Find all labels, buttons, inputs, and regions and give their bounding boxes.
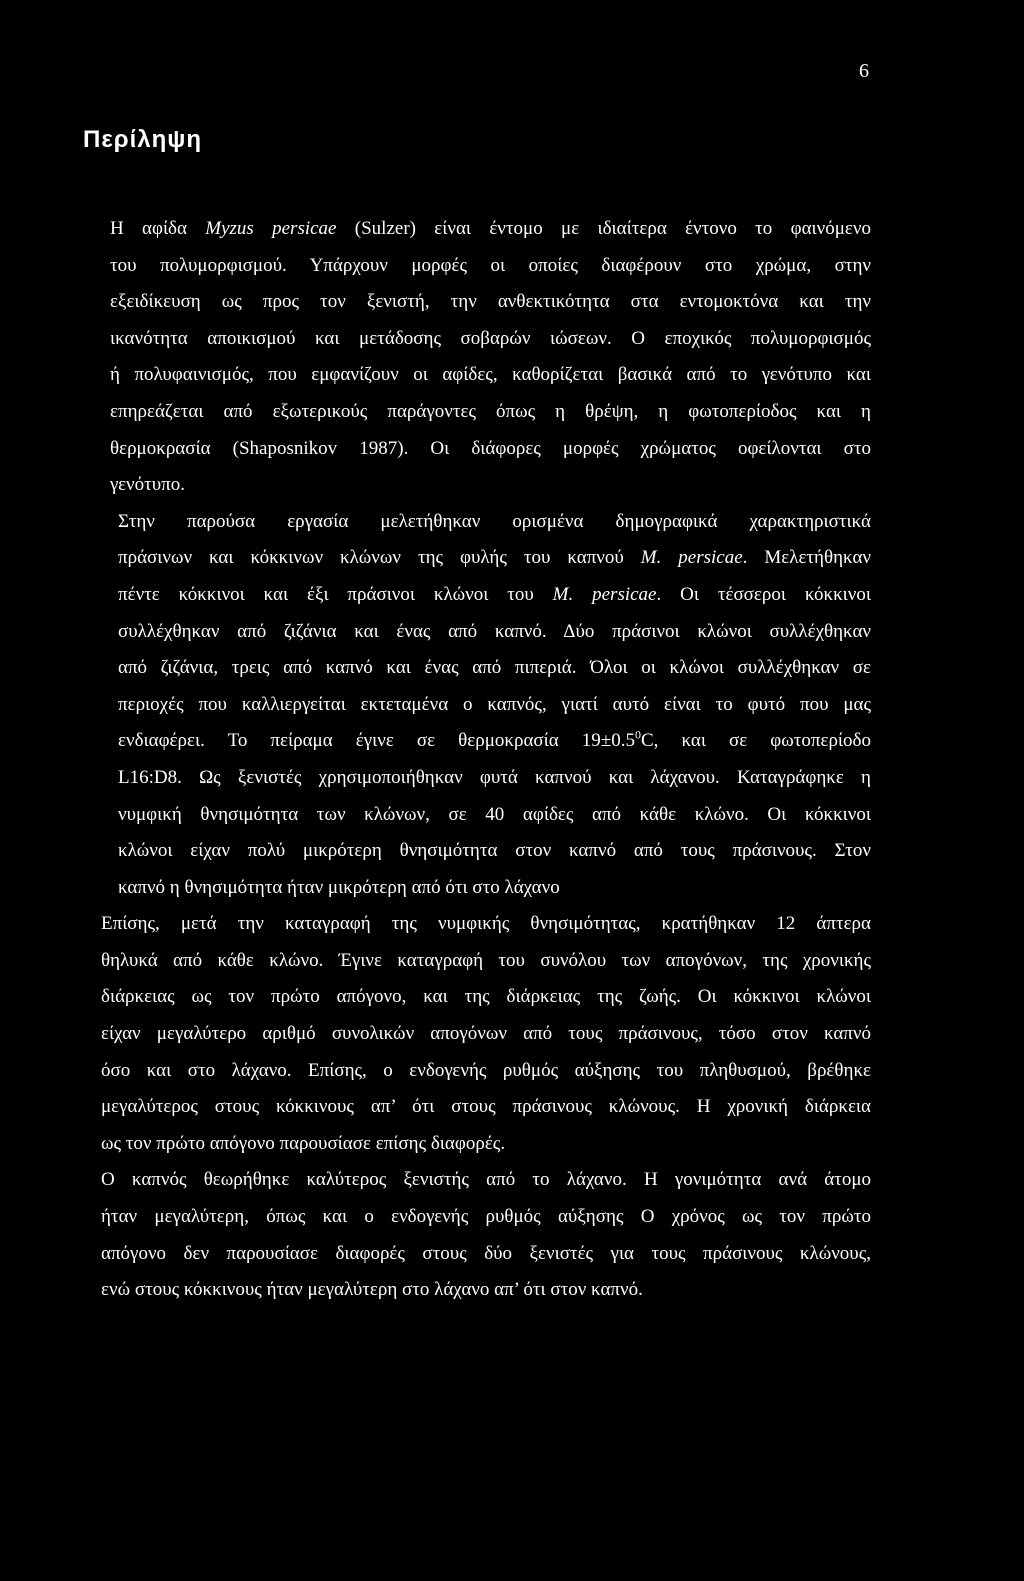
- text-line: του πολυμορφισμού. Υπάρχουν μορφές οι οποίες διαφέρουν στο χρώμα, στην: [110, 254, 871, 276]
- text-line: κλώνοι είχαν πολύ μικρότερη θνησιμότητα στον καπνό από τους πράσινους. Στον: [118, 840, 871, 862]
- text-line: νυμφική θνησιμότητα των κλώνων, σε 40 αφίδες από κάθε κλώνο. Οι κόκκινοι: [118, 803, 871, 825]
- text-line: ικανότητα αποικισμού και μετάδοσης σοβαρών ιώσεων. Ο εποχικός πολυμορφισμός: [110, 327, 871, 349]
- text-line: Η αφίδα Myzus persicae (Sulzer) είναι έντομο με ιδιαίτερα έντονο το φαινόμενο: [110, 218, 871, 239]
- text-line: απόγονο δεν παρουσίασε διαφορές στους δύο ξενιστές για τους πράσινους κλώνους,: [101, 1242, 871, 1264]
- text-line: πέντε κόκκινοι και έξι πράσινοι κλώνοι του M. persicae. Οι τέσσεροι κόκκινοι: [118, 583, 871, 605]
- text-line: ενώ στους κόκκινους ήταν μεγαλύτερη στο λάχανο απ’ ότι στον καπνό.: [101, 1279, 643, 1301]
- text-line: ήταν μεγαλύτερη, όπως και ο ενδογενής ρυθμός αύξησης Ο χρόνος ως τον πρώτο: [101, 1206, 871, 1228]
- abstract-body: [83, 211, 871, 1309]
- text-line: θηλυκά από κάθε κλώνο. Έγινε καταγραφή του συνόλου των απογόνων, της χρονικής: [101, 949, 871, 971]
- page-number: 6: [859, 60, 869, 82]
- text-line: μεγαλύτερος στους κόκκινους απ’ ότι στους πράσινους κλώνους. Η χρονική διάρκεια: [101, 1096, 871, 1118]
- text-line: πράσινων και κόκκινων κλώνων της φυλής του καπνού M. persicae. Μελετήθηκαν: [118, 547, 871, 569]
- text-line: επηρεάζεται από εξωτερικούς παράγοντες όπως η θρέψη, η φωτοπερίοδος και η: [110, 400, 871, 422]
- text-line: ή πολυφαινισμός, που εμφανίζουν οι αφίδες, καθορίζεται βασικά από το γενότυπο και: [110, 364, 871, 386]
- text-line: καπνό η θνησιμότητα ήταν μικρότερη από ότι στο λάχανο: [118, 876, 560, 898]
- paragraph-3: [83, 906, 871, 1162]
- text-line: ενδιαφέρει. Το πείραμα έγινε σε θερμοκρασία $19\pm 0.5^0C$, και σε φωτοπερίοδο: [118, 727, 871, 752]
- text-line: περιοχές που καλλιεργείται εκτεταμένα ο καπνός, γιατί αυτό είναι το φυτό που μας: [118, 693, 871, 715]
- text-line: είχαν μεγαλύτερο αριθμό συνολικών απογόνων από τους πράσινους, τόσο στον καπνό: [101, 1023, 871, 1045]
- text-line: θερμοκρασία (Shaposnikov 1987). Οι διάφορες μορφές χρώματος οφείλονται στο: [110, 437, 871, 459]
- text-line: όσο και στο λάχανο. Επίσης, ο ενδογενής ρυθμός αύξησης του πληθυσμού, βρέθηκε: [101, 1059, 871, 1081]
- text-line: L16:D8. Ως ξενιστές χρησιμοποιήθηκαν φυτά καπνού και λάχανου. Καταγράφηκε η: [118, 766, 871, 788]
- paragraph-4: [83, 1162, 871, 1308]
- text-line: γενότυπο.: [110, 474, 186, 496]
- text-line: διάρκειας ως τον πρώτο απόγονο, και της διάρκειας της ζωής. Οι κόκκινοι κλώνοι: [101, 986, 871, 1008]
- page-title: Περίληψη: [83, 126, 202, 153]
- paragraph-2: [83, 504, 871, 907]
- text-line: εξειδίκευση ως προς τον ξενιστή, την ανθεκτικότητα στα εντομοκτόνα και την: [110, 291, 871, 313]
- text-line: Επίσης, μετά την καταγραφή της νυμφικής θνησιμότητας, κρατήθηκαν 12 άπτερα: [101, 913, 871, 935]
- text-line: από ζιζάνια, τρεις από καπνό και ένας από πιπεριά. Όλοι οι κλώνοι συλλέχθηκαν σε: [118, 657, 871, 679]
- text-line: Στην παρούσα εργασία μελετήθηκαν ορισμένα δημογραφικά χαρακτηριστικά: [118, 510, 871, 532]
- paragraph-1: [83, 211, 871, 504]
- text-line: ως τον πρώτο απόγονο παρουσίασε επίσης διαφορές.: [101, 1132, 506, 1154]
- text-line: συλλέχθηκαν από ζιζάνια και ένας από καπνό. Δύο πράσινοι κλώνοι συλλέχθηκαν: [118, 620, 871, 642]
- text-line: Ο καπνός θεωρήθηκε καλύτερος ξενιστής από το λάχανο. Η γονιμότητα ανά άτομο: [101, 1169, 871, 1191]
